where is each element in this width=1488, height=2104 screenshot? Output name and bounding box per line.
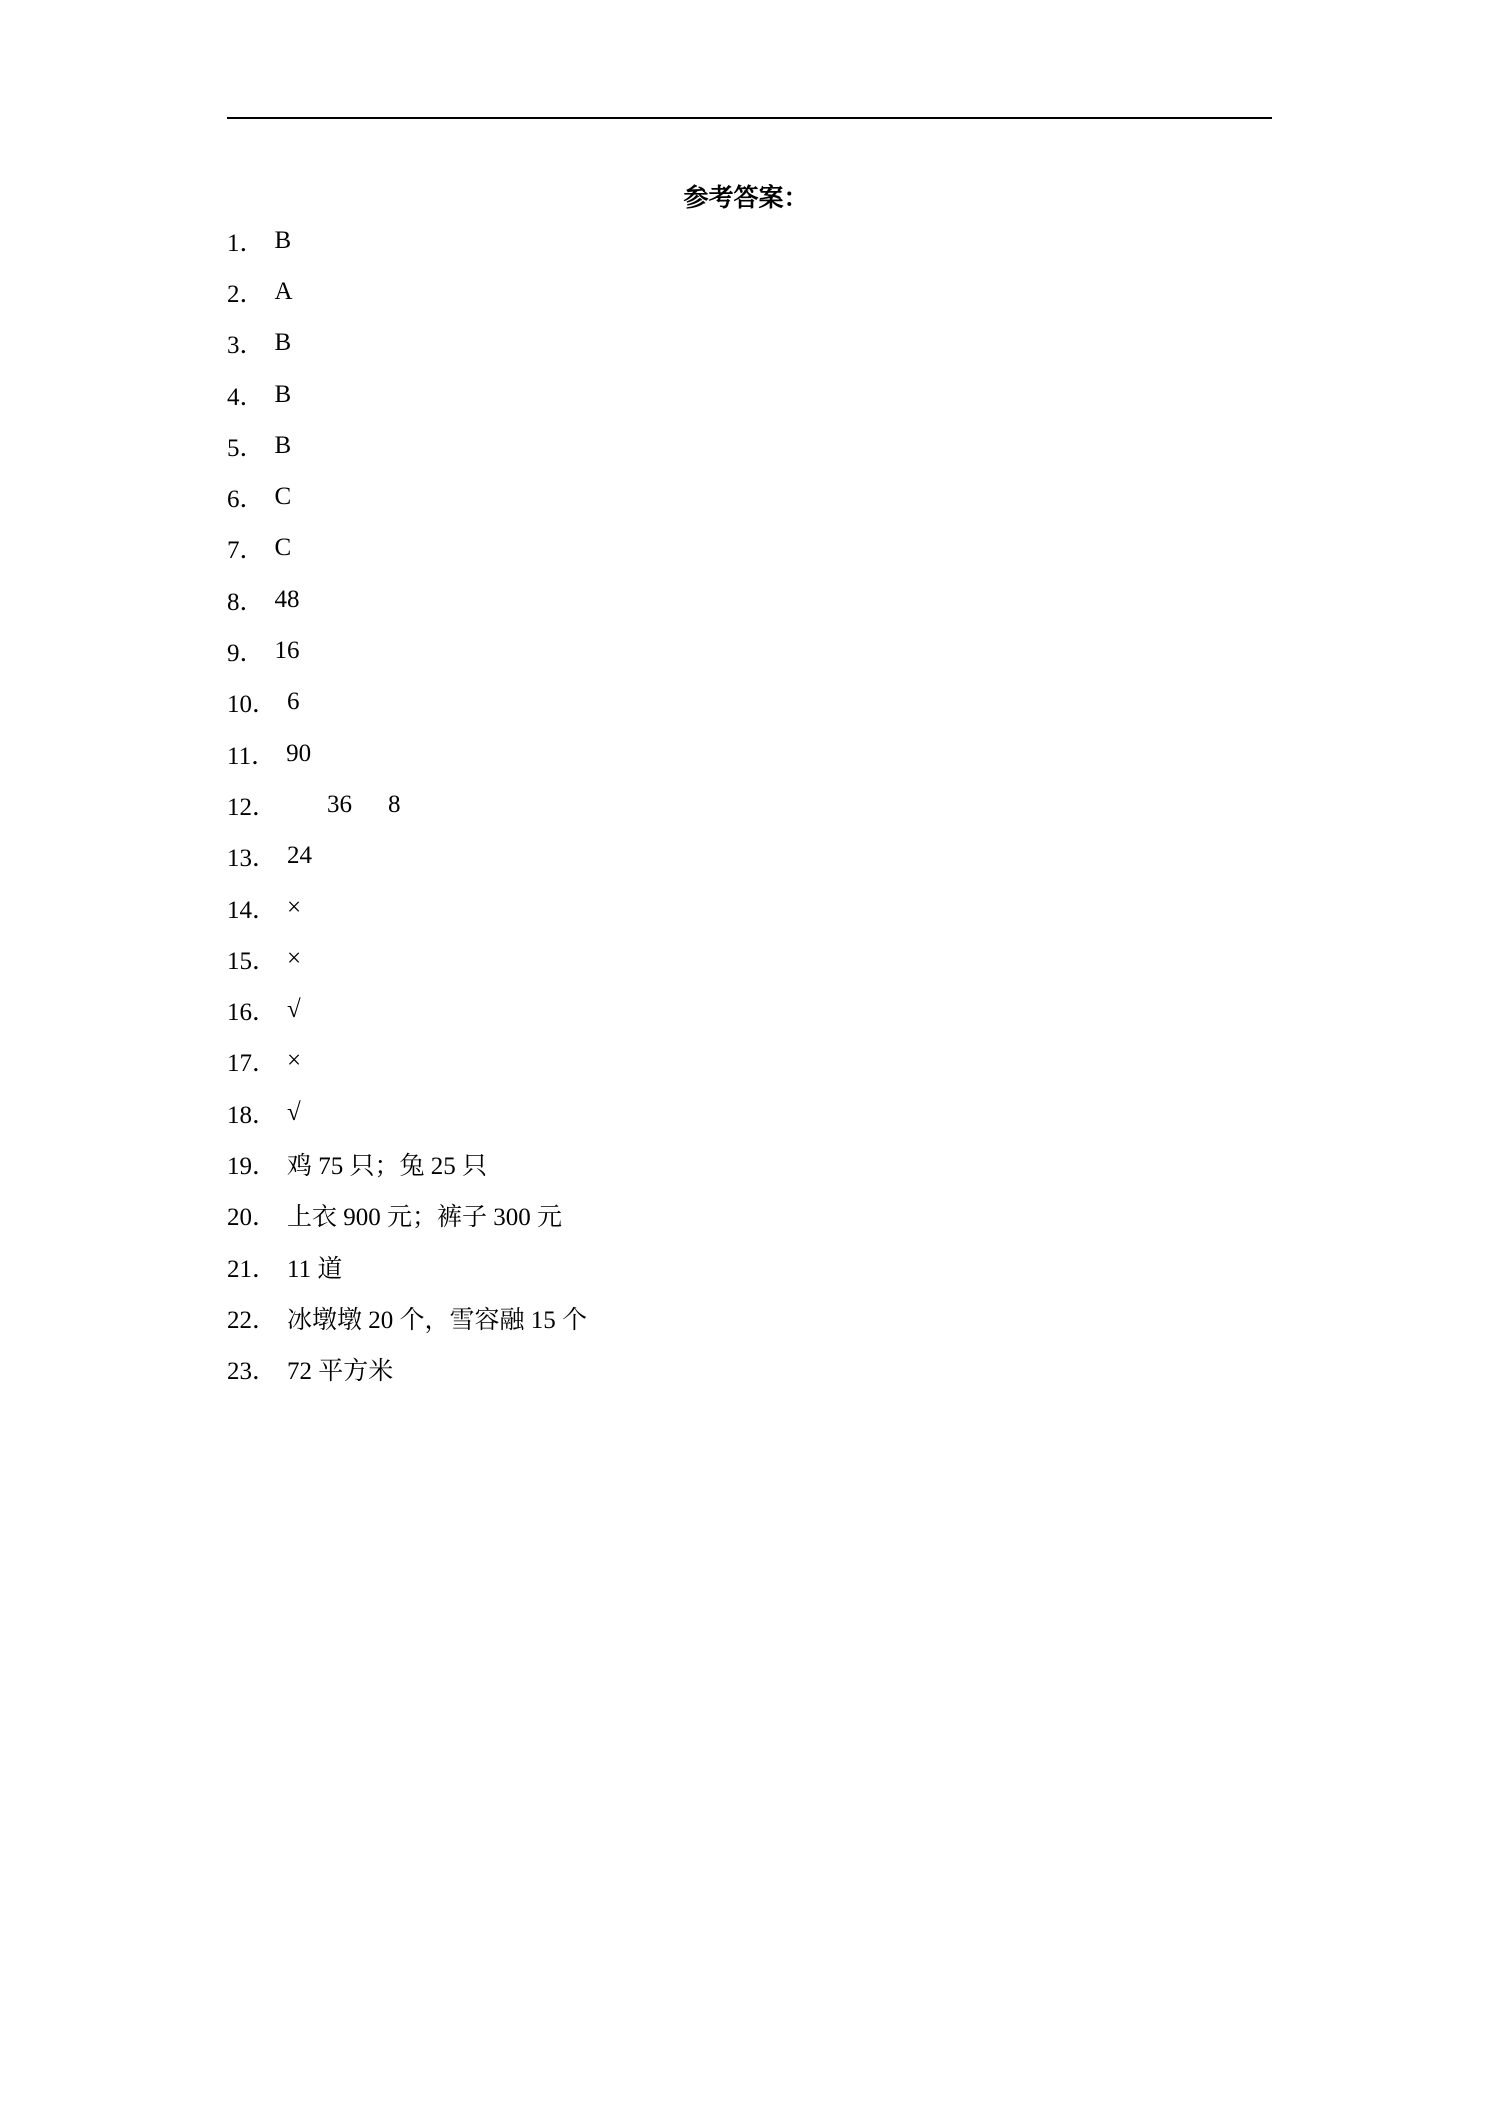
answer-number: 7． [227,537,265,565]
answer-item [227,574,587,625]
answer-number: 18． [227,1101,278,1129]
page-title: 参考答案： [683,183,809,212]
answer-text: 上衣 900 元；裤子 300 元 [287,1204,563,1232]
answer-text: 冰墩墩 20 个，雪容融 15 个 [287,1306,588,1334]
answer-text: B [274,329,292,357]
answer-number: 19． [227,1152,278,1180]
answer-item [227,984,587,1035]
answer-number: 16． [227,999,278,1027]
answer-number: 3． [227,332,265,360]
answer-item [227,1292,587,1343]
answer-text: B [274,431,292,459]
answer-item [227,1087,587,1138]
answer-text: 72 平方米 [287,1358,394,1386]
answer-item [227,318,587,369]
answer-text: C [274,534,292,562]
answer-item [227,1241,587,1292]
answer-blank: 36 [327,790,353,818]
answer-blank: 8 [388,790,401,818]
answer-text [287,791,437,819]
answer-number: 8． [227,588,265,616]
answer-text: 16 [274,637,300,665]
answer-item [227,677,587,728]
answer-number: 13． [227,845,278,873]
answer-text: 48 [274,585,300,613]
answer-text: 24 [287,842,313,870]
answer-number: 12． [227,793,278,821]
answer-number: 22． [227,1306,278,1334]
answer-item [227,369,587,420]
answer-text: 鸡 75 只；兔 25 只 [287,1152,488,1180]
answer-text: C [274,483,292,511]
answer-item [227,1138,587,1189]
answer-number: 9． [227,640,265,668]
answer-item [227,831,587,882]
answer-number: 20． [227,1204,278,1232]
answer-item [227,471,587,522]
answer-number: 15． [227,947,278,975]
answer-text: √ [287,996,301,1024]
answer-number: 17． [227,1050,278,1078]
answer-text: 6 [287,688,300,716]
answer-text: × [287,1047,302,1075]
answer-number: 21． [227,1255,278,1283]
answer-text: √ [287,1098,301,1126]
answer-text: × [287,893,302,921]
answer-number: 4． [227,383,265,411]
answer-item [227,1036,587,1087]
answer-item [227,420,587,471]
answer-text: A [274,277,293,305]
answer-number: 11． [227,742,277,770]
answer-number: 2． [227,280,265,308]
answer-number: 23． [227,1358,278,1386]
answer-item [227,933,587,984]
header-rule [227,117,1272,119]
answer-number: 14． [227,896,278,924]
answer-text: 11 道 [287,1255,343,1283]
answer-item [227,1190,587,1241]
answer-item [227,728,587,779]
answer-number: 1． [227,229,265,257]
answer-item [227,779,587,830]
answer-item [227,215,587,266]
answer-item [227,625,587,676]
answer-item [227,266,587,317]
answer-number: 6． [227,486,265,514]
answer-list [227,215,587,1395]
answer-text: × [287,944,302,972]
answer-item [227,1344,587,1395]
answer-text: 90 [286,739,312,767]
answer-number: 10． [227,691,278,719]
answer-text: B [274,226,292,254]
answer-text: B [274,380,292,408]
answer-item [227,523,587,574]
answer-item [227,882,587,933]
answer-number: 5． [227,434,265,462]
